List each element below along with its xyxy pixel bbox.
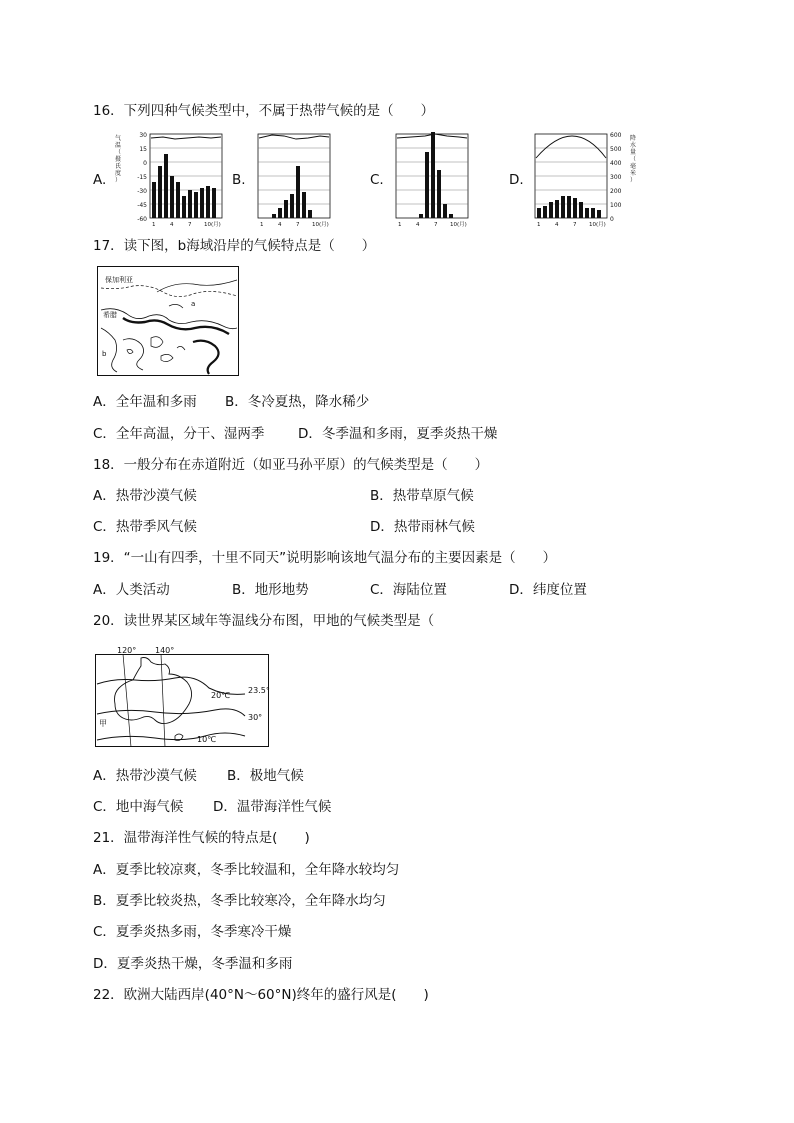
map-label-b: b [102, 350, 107, 358]
chart-d-ytitle-char: （ [630, 156, 637, 163]
map-label-jia: 甲 [99, 719, 107, 728]
chart-d-ytitle-char: 水 [630, 142, 637, 149]
q16-label-b: B. [232, 172, 246, 188]
chart-c-xtick: 7 [434, 222, 438, 228]
q18-option-d[interactable]: D．热带雨林气候 [370, 519, 475, 535]
q22-text: 22．欧洲大陆西岸(40°N～60°N)终年的盛行风是( ) [93, 987, 429, 1003]
q18-text: 18．一般分布在赤道附近（如亚马孙平原）的气候类型是（ ） [93, 457, 489, 473]
chart-d-xtick: 4 [555, 222, 559, 228]
chart-a-ytick: -60 [137, 216, 147, 223]
map-label-lon-120: 120° [117, 646, 137, 655]
q19-option-a[interactable]: A．人类活动 [93, 582, 170, 598]
chart-a-xtick: 4 [170, 222, 174, 228]
chart-d-xtick: 10(月) [589, 222, 606, 228]
chart-d-ytitle-char: 毫 [630, 163, 637, 170]
q17-map [97, 266, 239, 376]
map-label-greece: 希腊 [103, 311, 117, 319]
map-label-lon-140: 140° [155, 646, 175, 655]
chart-d-ytick: 400 [610, 160, 622, 167]
q16-climate-chart-c [391, 130, 473, 230]
q21-option-a[interactable]: A．夏季比较凉爽，冬季比较温和，全年降水较均匀 [93, 862, 400, 878]
q19-option-d[interactable]: D．纬度位置 [509, 582, 587, 598]
chart-d-xtick: 7 [573, 222, 577, 228]
chart-a-xtick: 10(月) [204, 222, 221, 228]
chart-b-xtick: 4 [278, 222, 282, 228]
q21-option-c[interactable]: C．夏季炎热多雨，冬季寒冷干燥 [93, 924, 292, 940]
q16-text: 16．下列四种气候类型中，不属于热带气候的是（ ） [93, 103, 435, 119]
chart-a-ytick: 30 [139, 132, 147, 139]
q18-option-a[interactable]: A．热带沙漠气候 [93, 488, 197, 504]
chart-d-xtick: 1 [537, 222, 541, 228]
chart-c-xtick: 1 [398, 222, 402, 228]
q16-climate-chart-a [113, 130, 225, 230]
q17-option-d[interactable]: D．冬季温和多雨，夏季炎热干燥 [298, 426, 498, 442]
chart-a-ytitle-char: 气 [115, 135, 122, 142]
chart-a-xtick: 1 [152, 222, 156, 228]
chart-d-ytick: 600 [610, 132, 622, 139]
chart-a-ytick: 15 [139, 146, 147, 153]
q17-text: 17．读下图，b海域沿岸的气候特点是（ ） [93, 238, 376, 254]
chart-a-ytick: -30 [137, 188, 147, 195]
q16-climate-chart-b [252, 130, 334, 230]
chart-a-ytick: -15 [137, 174, 147, 181]
q21-option-b[interactable]: B．夏季比较炎热，冬季比较寒冷，全年降水均匀 [93, 893, 386, 909]
chart-a-xtick: 7 [188, 222, 192, 228]
q16-label-a: A. [93, 172, 107, 188]
q17-option-b[interactable]: B．冬冷夏热，降水稀少 [225, 394, 370, 410]
chart-c-xtick: 4 [416, 222, 420, 228]
chart-a-ytitle-char: （ [115, 149, 122, 156]
q20-option-b[interactable]: B．极地气候 [227, 768, 304, 784]
chart-d-ytick: 300 [610, 174, 622, 181]
chart-a-ytitle-char: 氏 [115, 163, 122, 170]
q20-isotherm-map [95, 644, 275, 748]
q16-climate-chart-d [530, 130, 640, 230]
q16-label-d: D. [509, 172, 524, 188]
chart-c-xtick: 10(月) [450, 222, 467, 228]
q16-label-c: C. [370, 172, 384, 188]
chart-b-xtick: 1 [260, 222, 264, 228]
q17-option-a[interactable]: A．全年温和多雨 [93, 394, 197, 410]
q19-text: 19．“一山有四季，十里不同天”说明影响该地气温分布的主要因素是（ ） [93, 550, 557, 566]
chart-d-ytitle-char: ） [630, 177, 637, 184]
chart-b-xtick: 10(月) [312, 222, 329, 228]
map-label-lat-30: 30° [248, 713, 263, 722]
chart-a-ytitle-char: 温 [115, 142, 122, 149]
chart-a-ytitle-char: 摄 [115, 156, 122, 163]
chart-a-ytitle-char: 度 [115, 170, 122, 177]
chart-d-ytick: 100 [610, 202, 622, 209]
chart-d-ytick: 0 [610, 216, 614, 223]
q20-text: 20．读世界某区域年等温线分布图，甲地的气候类型是（ [93, 613, 435, 629]
map-label-isotherm-20: 20℃ [211, 691, 231, 700]
q20-option-a[interactable]: A．热带沙漠气候 [93, 768, 197, 784]
map-label-isotherm-10: 10℃ [197, 735, 217, 744]
chart-a-ytick: 0 [143, 160, 147, 167]
chart-b-xtick: 7 [296, 222, 300, 228]
chart-a-ytitle-char: ） [115, 177, 122, 184]
q21-option-d[interactable]: D．夏季炎热干燥，冬季温和多雨 [93, 956, 293, 972]
q18-option-b[interactable]: B．热带草原气候 [370, 488, 474, 504]
chart-a-ytick: -45 [137, 202, 147, 209]
q20-option-c[interactable]: C．地中海气候 [93, 799, 184, 815]
q21-text: 21．温带海洋性气候的特点是( ) [93, 830, 310, 846]
chart-d-ytitle-char: 降 [630, 135, 637, 142]
q19-option-b[interactable]: B．地形地势 [232, 582, 309, 598]
q17-option-c[interactable]: C．全年高温，分干、湿两季 [93, 426, 265, 442]
chart-d-ytick: 200 [610, 188, 622, 195]
chart-d-ytitle-char: 量 [630, 149, 637, 156]
map-label-bulgaria: 保加利亚 [105, 276, 133, 284]
chart-d-ytick: 500 [610, 146, 622, 153]
chart-d-ytitle-char: 米 [630, 170, 637, 177]
q20-option-d[interactable]: D．温带海洋性气候 [213, 799, 332, 815]
q18-option-c[interactable]: C．热带季风气候 [93, 519, 197, 535]
q19-option-c[interactable]: C．海陆位置 [370, 582, 447, 598]
map-label-lat-23-5: 23.5° [248, 686, 270, 695]
map-label-a: a [191, 300, 196, 308]
